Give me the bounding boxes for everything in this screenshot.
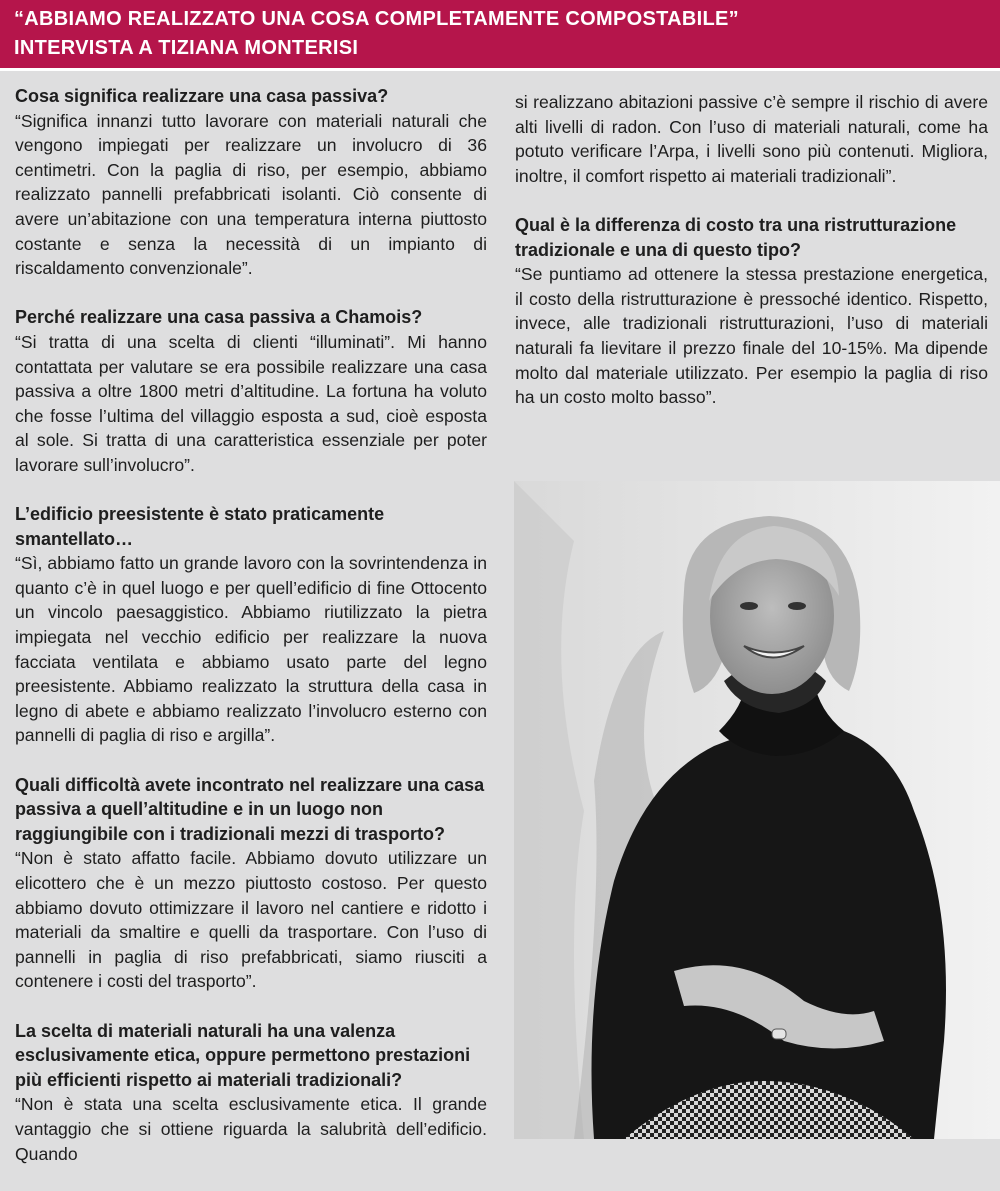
answer: “Non è stata una scelta esclusivamente etica. Il grande vantaggio che si ottiene riguarda la salubrità dell’edificio. Quando bbox=[15, 1094, 487, 1164]
qa-block-1 bbox=[15, 84, 487, 281]
question: L’edificio preesistente è stato praticamente smantellato… bbox=[15, 504, 385, 549]
qa-block-3 bbox=[15, 502, 487, 748]
article-title: “ABBIAMO REALIZZATO UNA COSA COMPLETAMENTE COMPOSTABILE” bbox=[14, 8, 739, 30]
question: Qual è la differenza di costo tra una ristrutturazione tradizionale e una di questo tipo? bbox=[515, 214, 957, 260]
answer: “Significa innanzi tutto lavorare con materiali naturali che vengono impiegati per realizzare un involucro di 36 centimetri. Con la paglia di riso, per esempio, abbiamo realizzato pannelli prefabbricati isolanti. Ciò consente di avere un’abitazione con una temperatura interna piuttosto costante e senza la necessità di un impianto di riscaldamento convenzionale”. bbox=[15, 110, 487, 279]
question: Perché realizzare una casa passiva a Chamois? bbox=[15, 307, 423, 328]
question: La scelta di materiali naturali ha una valenza esclusivamente etica, oppure permettono prestazioni più efficienti rispetto ai materiali tradizionali? bbox=[15, 1020, 471, 1090]
answer: “Sì, abbiamo fatto un grande lavoro con la sovrintendenza in quanto c’è in quel luogo e per quell’edificio di fine Ottocento un vincolo paesaggistico. Abbiamo riutilizzato la pietra impiegata nel vecchio edificio per realizzare la nuova facciata ventilata e abbiamo usato parte del legno preesistente. Abbiamo realizzato la struttura della casa in legno di abete e abbiamo realizzato l’involucro esterno con pannelli di paglia di riso e argilla”. bbox=[15, 553, 487, 746]
answer: “Non è stato affatto facile. Abbiamo dovuto utilizzare un elicottero che è un mezzo piuttosto costoso. Per questo abbiamo dovuto ottimizzare il lavoro nel cantiere e ridotto i materiali da smaltire e quelli da trasportare. Con l’uso di pannelli in paglia di riso prefabbricati, siamo riusciti a contenere i costi del trasporto”. bbox=[15, 848, 487, 992]
qa-block-6 bbox=[515, 213, 988, 410]
right-column bbox=[515, 90, 988, 434]
question: Quali difficoltà avete incontrato nel realizzare una casa passiva a quell’altitudine e in un luogo non raggiungibile con i tradizionali mezzi di trasporto? bbox=[15, 774, 485, 844]
qa-block-4 bbox=[15, 773, 487, 994]
portrait-photo bbox=[514, 481, 1000, 1139]
article-banner bbox=[0, 0, 1000, 71]
qa-block-2 bbox=[15, 305, 487, 477]
answer: “Si tratta di una scelta di clienti “illuminati”. Mi hanno contattata per valutare se era possibile realizzare una casa passiva a oltre 1800 metri d’altitudine. La fortuna ha voluto che fosse l’ultima del villaggio esposta a sud, cioè esposta al sole. Si tratta di una caratteristica essenziale per poter lavorare sull’involucro”. bbox=[15, 331, 487, 475]
answer: “Se puntiamo ad ottenere la stessa prestazione energetica, il costo della ristrutturazione è pressoché identico. Rispetto, invece, alle tradizionali ristrutturazioni, l’uso di materiali naturali fa lievitare il prezzo finale del 10-15%. Ma dipende molto dal materiale utilizzato. Per esempio la paglia di riso ha un costo molto basso”. bbox=[515, 264, 988, 408]
qa-block-5 bbox=[15, 1019, 487, 1167]
portrait-illustration bbox=[514, 481, 1000, 1139]
article-subtitle: INTERVISTA A TIZIANA MONTERISI bbox=[14, 37, 359, 59]
question: Cosa significa realizzare una casa passiva? bbox=[15, 86, 389, 106]
answer-continued: si realizzano abitazioni passive c’è sempre il rischio di avere alti livelli di radon. Con l’uso di materiali naturali, come ha potuto verificare l’Arpa, i livelli sono più contenuti. Migliora, inoltre, il comfort rispetto ai materiali tradizionali”. bbox=[515, 92, 988, 186]
qa-block-5-continued bbox=[515, 90, 988, 188]
left-column bbox=[15, 84, 487, 1191]
